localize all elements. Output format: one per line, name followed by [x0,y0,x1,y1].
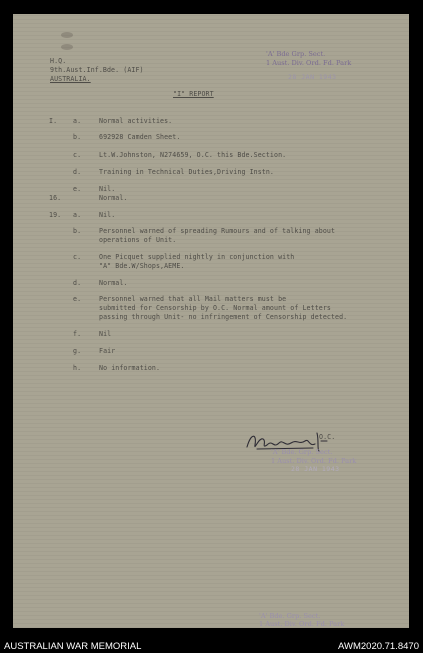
header-line-1: H.Q. [50,57,67,65]
header-line-2: 9th.Aust.Inf.Bde. (AIF) [50,66,144,74]
item-number: 16. [49,194,62,202]
item-letter: e. [73,185,82,193]
item-text: Normal. [99,194,128,202]
item-text-continued: "A" Bde.W/Shops,AEME. [99,262,185,270]
item-number: I. [49,117,58,125]
item-text: Personnel warned of spreading Rumours and of talking about [99,227,336,235]
item-text-continued: passing through Unit- no infringement of Censorship detected. [99,313,348,321]
item-text: Lt.W.Johnston, N274659, O.C. this Bde.Section. [99,151,287,159]
item-text: One Picquet supplied nightly in conjunction with [99,253,295,261]
item-letter: e. [73,295,82,303]
item-letter: c. [73,253,82,261]
header-line-3: AUSTRALIA. [50,75,91,83]
punch-hole [61,32,73,38]
item-text: Training in Technical Duties,Driving Instn. [99,168,274,176]
item-text: Personnel warned that all Mail matters must be [99,295,287,303]
item-text: No information. [99,364,161,372]
footer-institution: AUSTRALIAN WAR MEMORIAL [4,641,142,652]
item-text: Normal activities. [99,117,173,125]
item-letter: f. [73,330,82,338]
item-text-continued: submitted for Censorship by O.C. Normal amount of Letters [99,304,331,312]
report-title: "I" REPORT [173,90,214,98]
document-page [13,14,409,628]
item-text-continued: operations of Unit. [99,236,177,244]
item-letter: b. [73,133,82,141]
punch-hole [61,44,73,50]
item-text: 692928 Camden Sheet. [99,133,181,141]
item-text: Normal. [99,279,128,287]
item-text: Fair [99,347,116,355]
stamp-top-date: 28 JAN 1943 [288,73,337,81]
item-letter: c. [73,151,82,159]
stamp-top-line-2: 1 Aust. Div. Ord. Fd. Park [266,59,352,67]
stamp-mid-date: 28 JAN 1943 [291,465,340,473]
item-text: Nil. [99,185,116,193]
item-letter: h. [73,364,82,372]
stamp-bottom-line-1: 'A' Bde. Grp. Sect. [259,612,321,620]
item-text: Nil [99,330,112,338]
footer-accession-number: AWM2020.71.8470 [338,641,419,652]
stamp-bottom-line-2: 1 Aust. Div. Ord. Fd. Park [259,620,345,628]
signature-suffix: O.C. [319,433,336,441]
item-letter: a. [73,117,82,125]
stamp-mid-line-2: 1 Aust. Div. Ord. Fd. Park [271,457,357,465]
item-text: Nil. [99,211,116,219]
item-letter: d. [73,168,82,176]
item-letter: a. [73,211,82,219]
item-letter: d. [73,279,82,287]
item-letter: b. [73,227,82,235]
item-letter: g. [73,347,82,355]
item-number: 19. [49,211,62,219]
stamp-mid-line-1: 'A' Bde. Grp. Sect. [271,448,333,456]
stamp-top-line-1: 'A' Bde Grp. Sect. [266,50,326,58]
